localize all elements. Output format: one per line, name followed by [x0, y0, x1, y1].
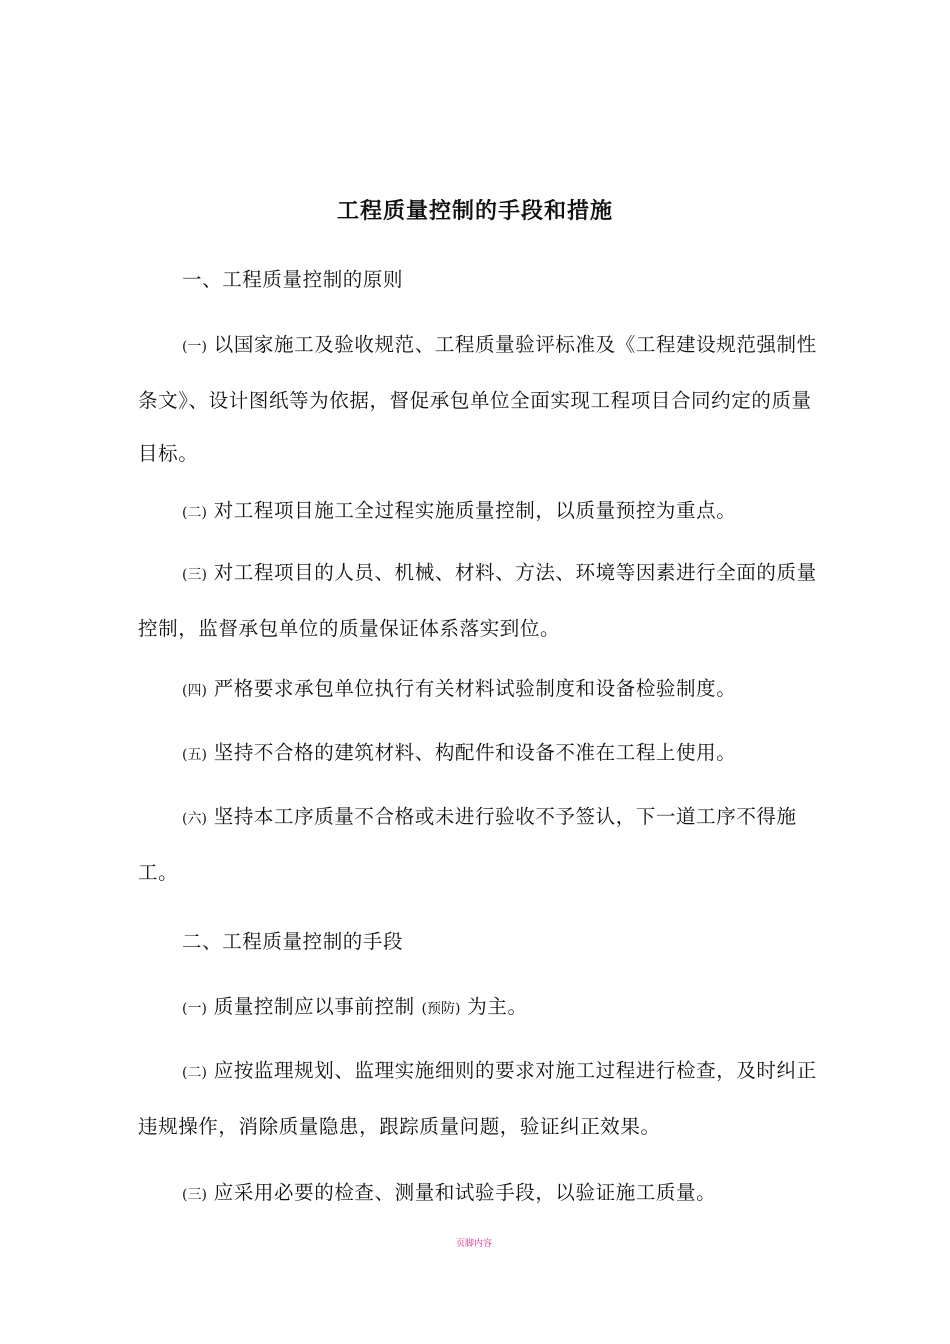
principle-item-2: [138, 484, 822, 540]
item-text: 应采用必要的检查、测量和试验手段，以验证施工质量。: [206, 1181, 717, 1204]
means-item-1: [138, 980, 822, 1036]
item-number: (二): [182, 505, 207, 521]
section-heading-principles: 一、工程质量控制的原则: [182, 268, 404, 291]
principle-item-1: [138, 318, 822, 480]
item-text: 坚持本工序质量不合格或未进行验收不予签认，下一道工序不得施工。: [138, 805, 797, 884]
item-text: 对工程项目施工全过程实施质量控制，以质量预控为重点。: [206, 499, 737, 522]
item-number: (三): [182, 1187, 207, 1203]
document-title: 工程质量控制的手段和措施: [336, 199, 613, 224]
page-footer: 页脚内容: [456, 1239, 493, 1249]
section-heading-means: 二、工程质量控制的手段: [182, 930, 404, 953]
means-item-3: [138, 1166, 822, 1222]
principle-item-5: [138, 726, 822, 782]
item-text: 以国家施工及验收规范、工程质量验评标准及《工程建设规范强制性条文》、设计图纸等为依据，督促承包单位全面实现工程项目合同约定的质量目标。: [138, 333, 817, 465]
item-number: (二): [182, 1065, 207, 1081]
item-number: (一): [182, 339, 207, 355]
item-subnumber: (预防): [421, 1001, 461, 1017]
item-text-tail: 为主。: [460, 995, 528, 1018]
item-number: (六): [182, 811, 207, 827]
item-text: 严格要求承包单位执行有关材料试验制度和设备检验制度。: [206, 677, 737, 700]
item-text: 坚持不合格的建筑材料、构配件和设备不准在工程上使用。: [206, 741, 737, 764]
principle-item-4: [138, 662, 822, 718]
principle-item-3: [138, 546, 822, 655]
item-text: 应按监理规划、监理实施细则的要求对施工过程进行检查，及时纠正违规操作，消除质量隐患，跟踪质量问题，验证纠正效果。: [138, 1059, 817, 1138]
item-text: 质量控制应以事前控制: [206, 995, 422, 1018]
item-number: (五): [182, 747, 207, 763]
item-text: 对工程项目的人员、机械、材料、方法、环境等因素进行全面的质量控制，监督承包单位的质量保证体系落实到位。: [138, 561, 817, 640]
item-number: (一): [182, 1001, 207, 1017]
principle-item-6: [138, 790, 822, 899]
item-number: (四): [182, 683, 207, 699]
item-number: (三): [182, 567, 207, 583]
means-item-2: [138, 1044, 822, 1153]
